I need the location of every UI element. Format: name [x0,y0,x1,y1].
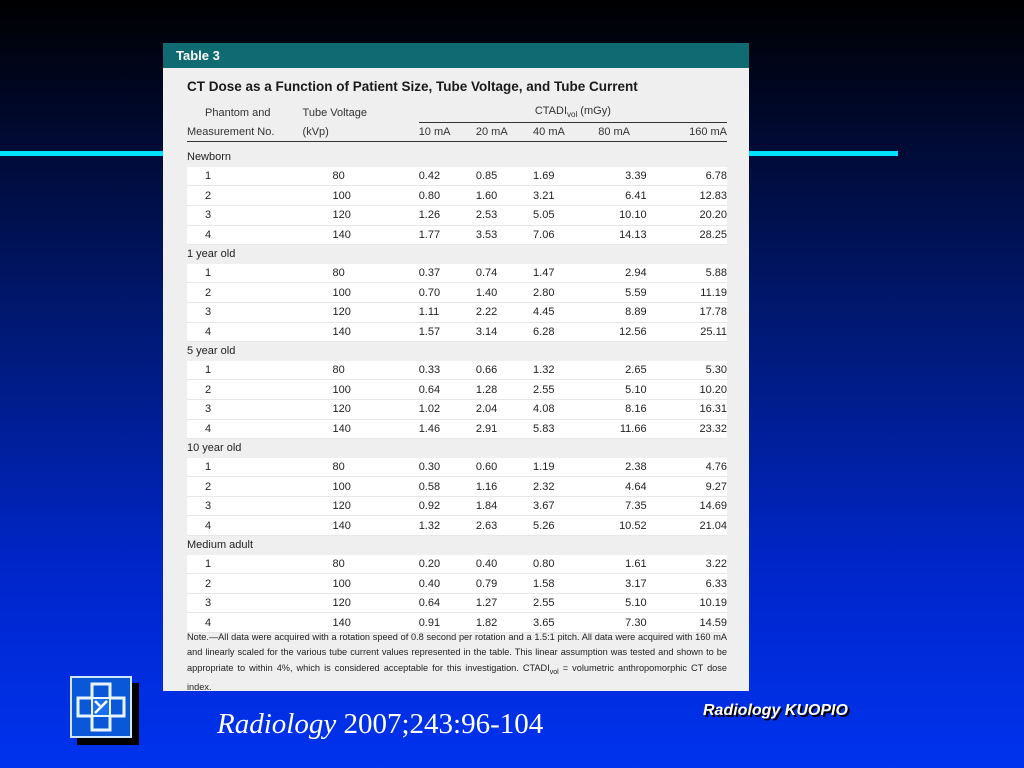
dose-value: 0.92 [419,496,476,516]
table-row [187,264,727,283]
table-row [187,283,727,303]
dose-value: 2.65 [590,361,668,380]
dose-value: 1.32 [533,361,590,380]
medical-cross-logo-icon [70,676,132,738]
dose-value: 21.04 [669,516,727,536]
dose-value: 5.10 [590,380,668,400]
dose-value: 4.76 [669,458,727,477]
tube-voltage: 100 [303,574,419,594]
dose-value: 1.58 [533,574,590,594]
measurement-number: 2 [187,283,303,303]
dose-value: 2.63 [476,516,533,536]
measurement-number: 1 [187,361,303,380]
tube-voltage: 140 [303,322,419,342]
dose-value: 5.30 [669,361,727,380]
dose-value: 10.10 [590,205,668,225]
measurement-number: 1 [187,555,303,574]
table-note [187,630,727,695]
brand-label: Radiology KUOPIO [703,702,848,719]
dose-table [187,103,727,652]
table-row [187,458,727,477]
dose-value: 1.60 [476,186,533,206]
dose-value: 25.11 [669,322,727,342]
tube-voltage: 80 [303,555,419,574]
dose-value: 5.83 [533,419,590,439]
table-row [187,555,727,574]
dose-value: 2.22 [476,302,533,322]
dose-value: 28.25 [669,225,727,245]
dose-value: 1.46 [419,419,476,439]
note-text: Note.—All data were acquired with a rotation speed of 0.8 second per rotation and a 1.5:1 pitch. All data were acquired with 160 mA and linearly scaled for the various tube current values represented in the table. This linear assumption was tested and shown to be appropriate to within 4%, which is considered acceptable for this investigation. CTADI [187,632,727,673]
dose-value: 1.27 [476,593,533,613]
dose-value: 17.78 [669,302,727,322]
table-row [187,399,727,419]
col-header-80ma: 80 mA [590,122,668,142]
col-header-ctadi [419,103,727,122]
dose-value: 3.53 [476,225,533,245]
dose-value: 1.11 [419,302,476,322]
dose-value: 0.40 [476,555,533,574]
measurement-number: 3 [187,302,303,322]
tube-voltage: 120 [303,399,419,419]
note-text-end: = volumetric anthropomorphic CT dose index. [187,662,727,692]
dose-value: 0.70 [419,283,476,303]
dose-value: 2.55 [533,593,590,613]
col-header-phantom: Phantom and [205,106,271,119]
dose-value: 7.30 [590,613,668,633]
citation-journal: Radiology [217,708,337,740]
dose-value: 3.17 [590,574,668,594]
table-row [187,477,727,497]
tube-voltage: 140 [303,225,419,245]
tube-voltage: 140 [303,516,419,536]
note-subscript: vol [549,668,559,676]
dose-value: 7.35 [590,496,668,516]
dose-value: 7.06 [533,225,590,245]
col-header-voltage: Tube Voltage [302,106,367,119]
tube-voltage: 100 [303,380,419,400]
dose-value: 5.88 [669,264,727,283]
dose-value: 0.40 [419,574,476,594]
dose-value: 6.78 [669,167,727,186]
table-label: Table 3 [163,43,749,68]
group-label: Newborn [187,151,232,164]
dose-value: 2.94 [590,264,668,283]
dose-value: 0.79 [476,574,533,594]
dose-value: 2.55 [533,380,590,400]
measurement-number: 3 [187,205,303,225]
measurement-number: 3 [187,399,303,419]
table-figure [163,43,749,691]
dose-value: 2.32 [533,477,590,497]
dose-value: 1.32 [419,516,476,536]
dose-value: 4.64 [590,477,668,497]
dose-value: 0.30 [419,458,476,477]
measurement-number: 2 [187,574,303,594]
measurement-number: 4 [187,419,303,439]
measurement-number: 1 [187,264,303,283]
tube-voltage: 100 [303,477,419,497]
citation-reference: 2007;243:96-104 [336,708,544,740]
dose-value: 10.19 [669,593,727,613]
tube-voltage: 80 [303,361,419,380]
dose-value: 6.28 [533,322,590,342]
dose-value: 14.69 [669,496,727,516]
measurement-number: 2 [187,186,303,206]
tube-voltage: 80 [303,458,419,477]
dose-value: 3.14 [476,322,533,342]
dose-value: 0.42 [419,167,476,186]
dose-value: 8.16 [590,399,668,419]
ctadi-subscript: vol [567,110,578,120]
dose-value: 0.33 [419,361,476,380]
col-header-160ma: 160 mA [669,122,727,142]
dose-value: 10.52 [590,516,668,536]
dose-value: 11.66 [590,419,668,439]
dose-value: 12.56 [590,322,668,342]
dose-value: 1.40 [476,283,533,303]
dose-value: 9.27 [669,477,727,497]
table-row [187,419,727,439]
dose-value: 11.19 [669,283,727,303]
table-row [187,496,727,516]
measurement-number: 3 [187,593,303,613]
dose-value: 1.57 [419,322,476,342]
table-row [187,225,727,245]
tube-voltage: 140 [303,419,419,439]
dose-value: 1.77 [419,225,476,245]
tube-voltage: 100 [303,283,419,303]
dose-value: 1.47 [533,264,590,283]
dose-value: 1.61 [590,555,668,574]
measurement-number: 2 [187,380,303,400]
dose-value: 5.10 [590,593,668,613]
measurement-number: 2 [187,477,303,497]
table-row [187,516,727,536]
col-header-10ma: 10 mA [419,122,476,142]
col-header-40ma: 40 mA [533,122,590,142]
dose-value: 4.08 [533,399,590,419]
dose-value: 1.02 [419,399,476,419]
dose-value: 2.04 [476,399,533,419]
group-label: Medium adult [187,539,254,552]
dose-value: 1.84 [476,496,533,516]
dose-value: 12.83 [669,186,727,206]
dose-value: 16.31 [669,399,727,419]
dose-value: 0.64 [419,593,476,613]
dose-value: 2.53 [476,205,533,225]
dose-value: 14.13 [590,225,668,245]
dose-value: 3.67 [533,496,590,516]
dose-value: 0.37 [419,264,476,283]
dose-value: 0.91 [419,613,476,633]
group-label: 5 year old [187,345,236,358]
group-label: 10 year old [187,442,242,455]
dose-value: 23.32 [669,419,727,439]
measurement-number: 4 [187,322,303,342]
tube-voltage: 120 [303,302,419,322]
dose-value: 0.66 [476,361,533,380]
tube-voltage: 120 [303,593,419,613]
measurement-number: 1 [187,458,303,477]
ctadi-unit: (mGy) [577,105,611,118]
measurement-number: 4 [187,613,303,633]
dose-value: 10.20 [669,380,727,400]
dose-value: 6.33 [669,574,727,594]
dose-value: 2.91 [476,419,533,439]
table-row [187,361,727,380]
table-row [187,574,727,594]
dose-value: 3.22 [669,555,727,574]
measurement-number: 3 [187,496,303,516]
dose-value: 0.80 [419,186,476,206]
table-row [187,186,727,206]
tube-voltage: 120 [303,205,419,225]
dose-value: 1.82 [476,613,533,633]
dose-value: 1.19 [533,458,590,477]
measurement-number: 4 [187,516,303,536]
group-label: 1 year old [187,248,236,261]
dose-value: 20.20 [669,205,727,225]
table-row [187,593,727,613]
table-row [187,167,727,186]
tube-voltage: 120 [303,496,419,516]
dose-value: 2.38 [590,458,668,477]
tube-voltage: 80 [303,264,419,283]
dose-value: 4.45 [533,302,590,322]
dose-value: 0.60 [476,458,533,477]
dose-value: 0.58 [419,477,476,497]
tube-voltage: 100 [303,186,419,206]
col-header-voltage-2: (kVp) [303,122,419,142]
dose-value: 5.59 [590,283,668,303]
dose-value: 3.65 [533,613,590,633]
dose-value: 3.21 [533,186,590,206]
col-header-20ma: 20 mA [476,122,533,142]
measurement-number: 1 [187,167,303,186]
ctadi-label: CTADI [534,105,568,118]
dose-value: 5.26 [533,516,590,536]
dose-value: 2.80 [533,283,590,303]
dose-value: 8.89 [590,302,668,322]
table-row [187,322,727,342]
tube-voltage: 140 [303,613,419,633]
table-title: CT Dose as a Function of Patient Size, Tube Voltage, and Tube Current [187,79,638,94]
dose-value: 6.41 [590,186,668,206]
measurement-number: 4 [187,225,303,245]
dose-value: 0.85 [476,167,533,186]
dose-value: 0.74 [476,264,533,283]
table-row [187,302,727,322]
dose-value: 0.20 [419,555,476,574]
col-header-phantom-2: Measurement No. [187,122,303,142]
table-row [187,205,727,225]
dose-value: 0.80 [533,555,590,574]
dose-value: 3.39 [590,167,668,186]
dose-value: 0.64 [419,380,476,400]
dose-value: 5.05 [533,205,590,225]
dose-value: 1.69 [533,167,590,186]
dose-value: 14.59 [669,613,727,633]
table-row [187,380,727,400]
tube-voltage: 80 [303,167,419,186]
citation [217,708,543,741]
dose-value: 1.26 [419,205,476,225]
dose-value: 1.28 [476,380,533,400]
dose-value: 1.16 [476,477,533,497]
